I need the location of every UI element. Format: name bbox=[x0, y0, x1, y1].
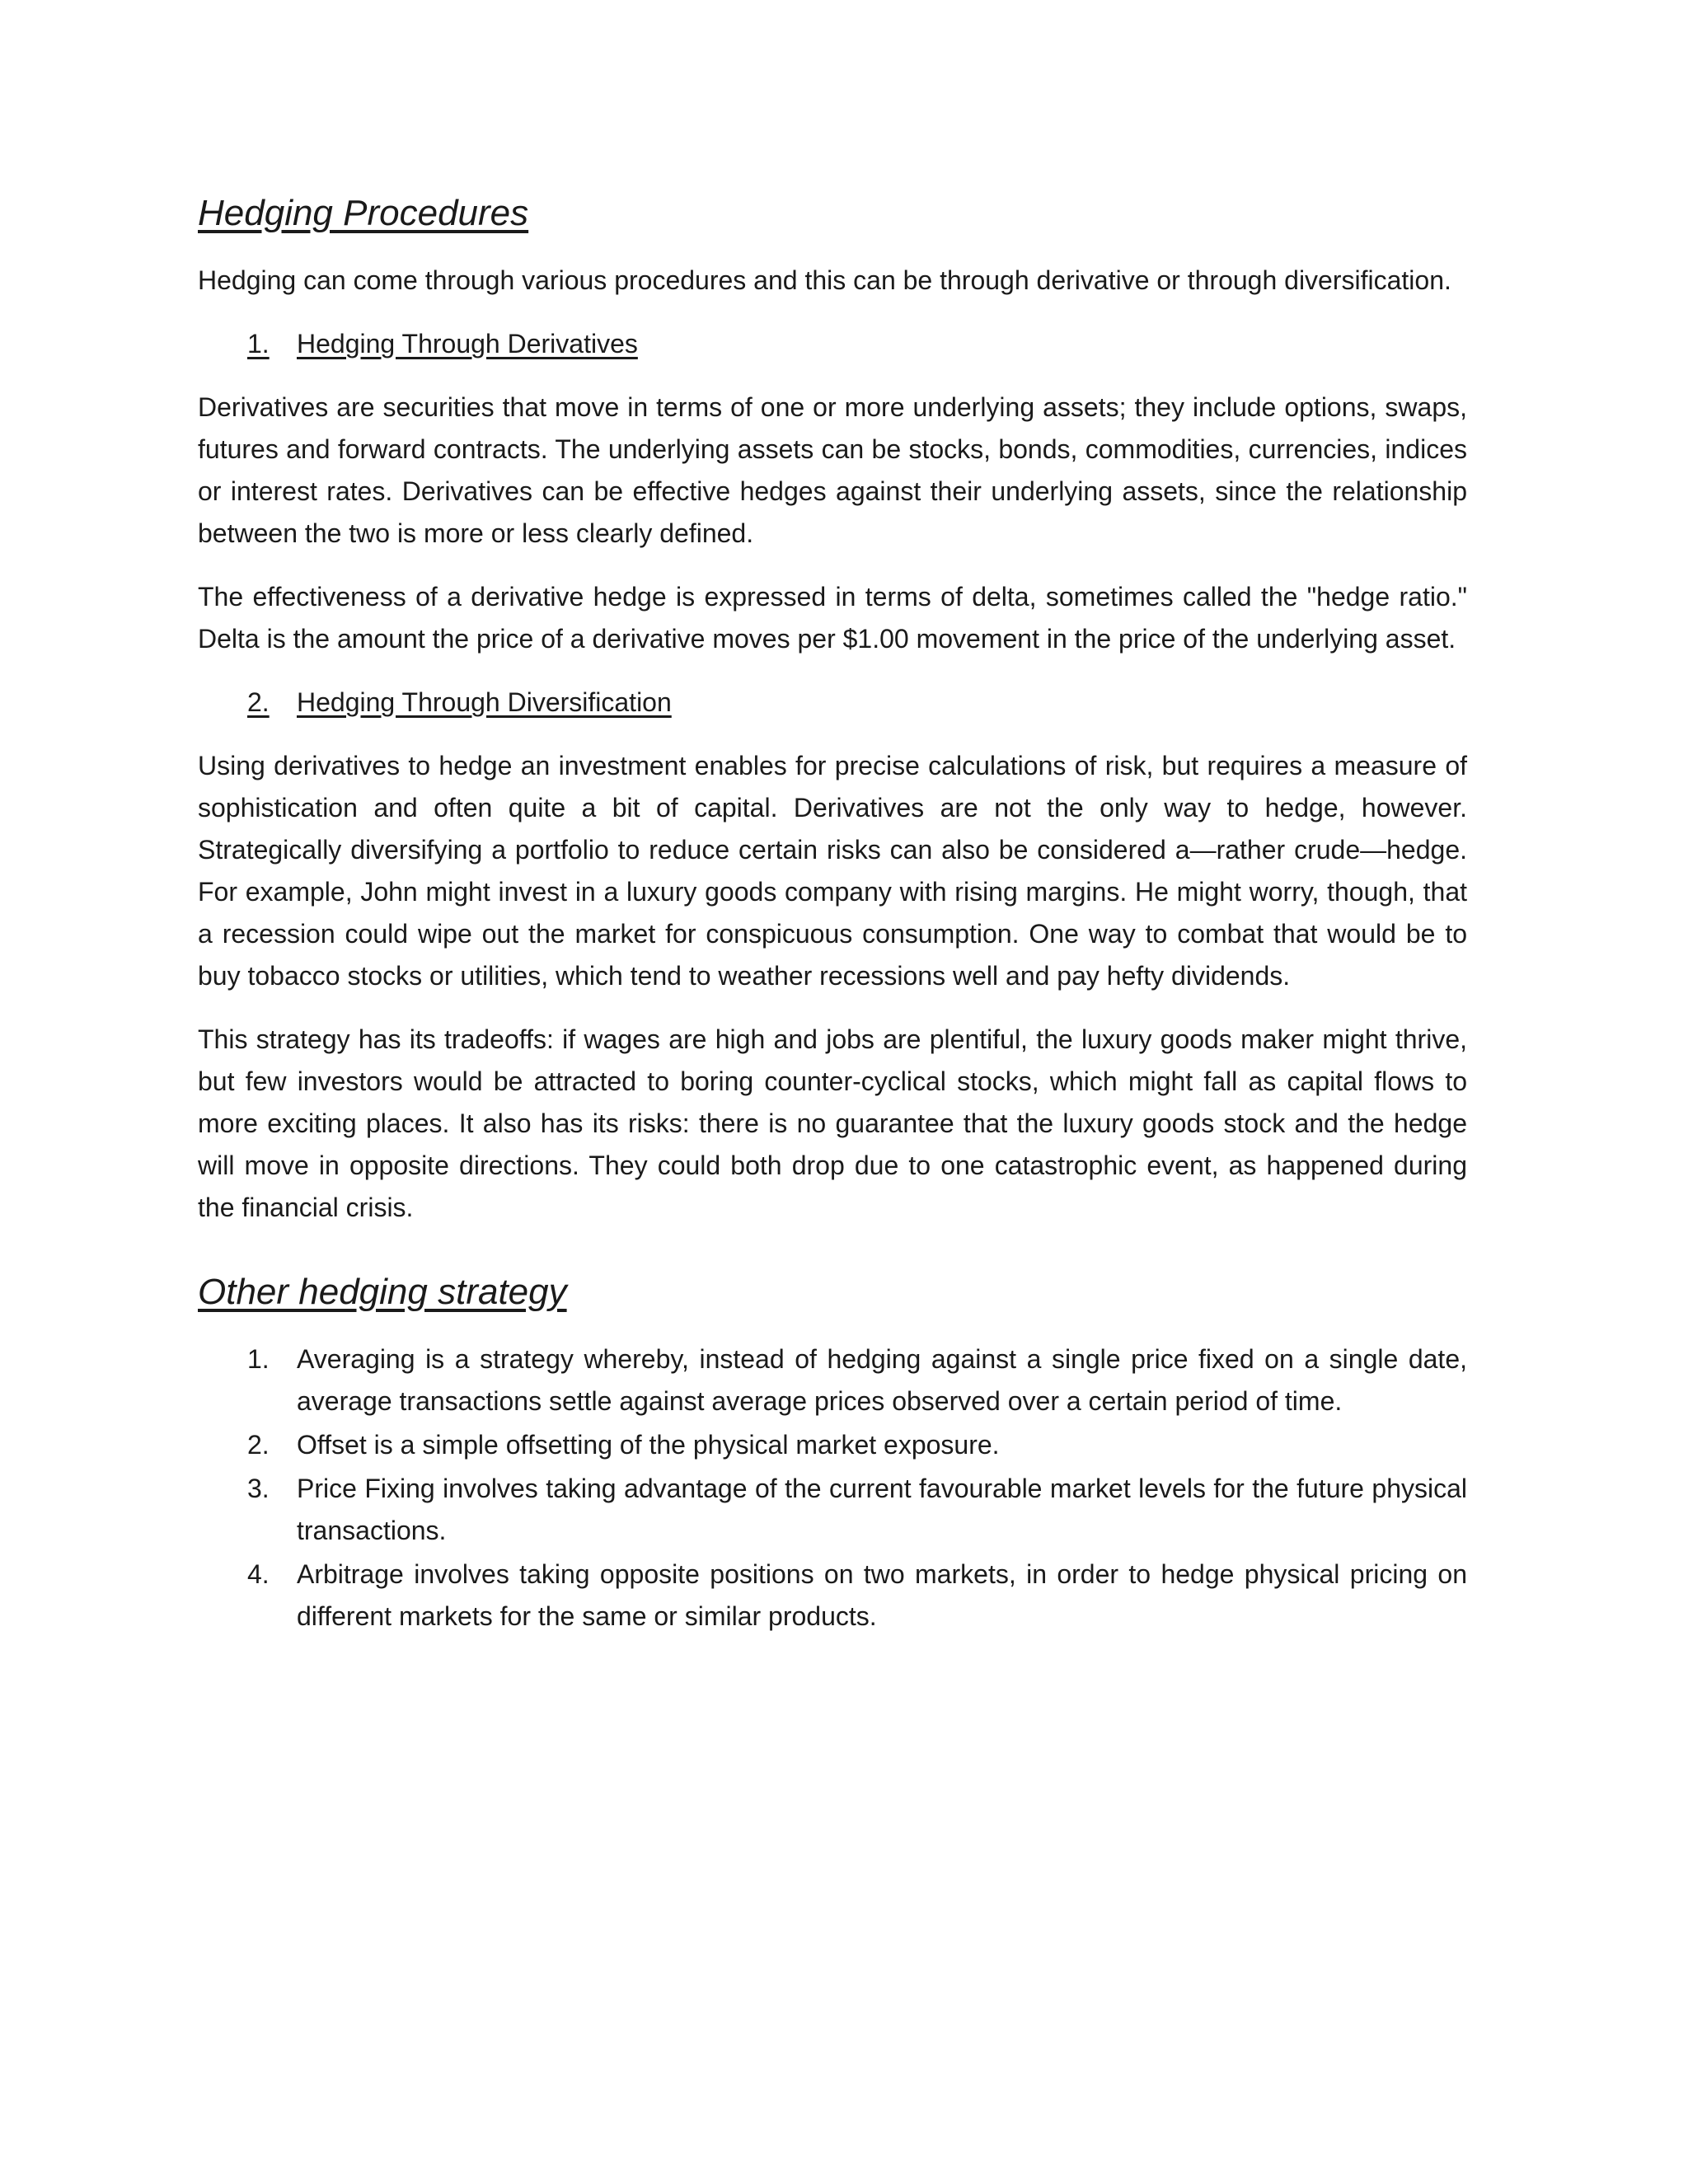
list-item-number: 3. bbox=[247, 1474, 270, 1504]
diversification-paragraph: Using derivatives to hedge an investment enables for precise calculations of risk, but requires a measure of sophistication and often quite a bit of capital. Derivatives are not the only way to hedge, however. Strategically diversifying a portfolio to reduce certain risks can also be considered a—rather crude—hedge. For example, John might invest in a luxury goods company with rising margins. He might worry, though, that a recession could wipe out the market for conspicuous consumption. One way to combat that would be to buy tobacco stocks or utilities, which tend to weather recessions well and pay hefty dividends. bbox=[198, 751, 1467, 991]
document-page bbox=[198, 190, 1467, 1639]
heading-hedging-procedures: Hedging Procedures bbox=[198, 193, 529, 233]
list-item-text: Arbitrage involves taking opposite positions on two markets, in order to hedge physical pricing on different markets for the same or similar products. bbox=[297, 1559, 1467, 1632]
list-item-number: 1. bbox=[247, 1344, 270, 1375]
delta-paragraph: The effectiveness of a derivative hedge is expressed in terms of delta, sometimes called the "hedge ratio." Delta is the amount the price of a derivative moves per $1.00 movement in the price of the underlying asset. bbox=[198, 582, 1467, 654]
list-item-text: Price Fixing involves taking advantage of the current favourable market levels for the future physical transactions. bbox=[297, 1474, 1467, 1546]
list-item-number: 2. bbox=[247, 1430, 270, 1460]
derivatives-paragraph: Derivatives are securities that move in terms of one or more underlying assets; they include options, swaps, futures and forward contracts. The underlying assets can be stocks, bonds, commodities, currencies, indices or interest rates. Derivatives can be effective hedges against their underlying assets, since the relationship between the two is more or less clearly defined. bbox=[198, 392, 1467, 549]
subheading-title: Hedging Through Diversification bbox=[297, 687, 672, 718]
list-item bbox=[198, 1338, 1467, 1422]
intro-paragraph: Hedging can come through various procedures and this can be through derivative or through diversification. bbox=[198, 265, 1451, 296]
list-item bbox=[198, 1424, 1467, 1466]
subheading-diversification bbox=[198, 682, 1467, 724]
list-item bbox=[198, 1554, 1467, 1638]
tradeoffs-paragraph: This strategy has its tradeoffs: if wages are high and jobs are plentiful, the luxury goods maker might thrive, but few investors would be attracted to boring counter-cyclical stocks, which might fall as capital flows to more exciting places. It also has its risks: there is no guarantee that the luxury goods stock and the hedge will move in opposite directions. They could both drop due to one catastrophic event, as happened during the financial crisis. bbox=[198, 1024, 1467, 1223]
subheading-derivatives bbox=[198, 323, 1467, 365]
subheading-number: 2. bbox=[247, 687, 270, 718]
list-item-number: 4. bbox=[247, 1559, 270, 1590]
list-item bbox=[198, 1468, 1467, 1552]
subheading-title: Hedging Through Derivatives bbox=[297, 329, 638, 359]
strategy-list bbox=[198, 1338, 1467, 1638]
heading-other-hedging-strategy: Other hedging strategy bbox=[198, 1272, 567, 1313]
subheading-number: 1. bbox=[247, 329, 270, 359]
list-item-text: Averaging is a strategy whereby, instead of hedging against a single price fixed on a single date, average transactions settle against average prices observed over a certain period of time. bbox=[297, 1344, 1467, 1417]
list-item-text: Offset is a simple offsetting of the physical market exposure. bbox=[297, 1430, 1000, 1460]
